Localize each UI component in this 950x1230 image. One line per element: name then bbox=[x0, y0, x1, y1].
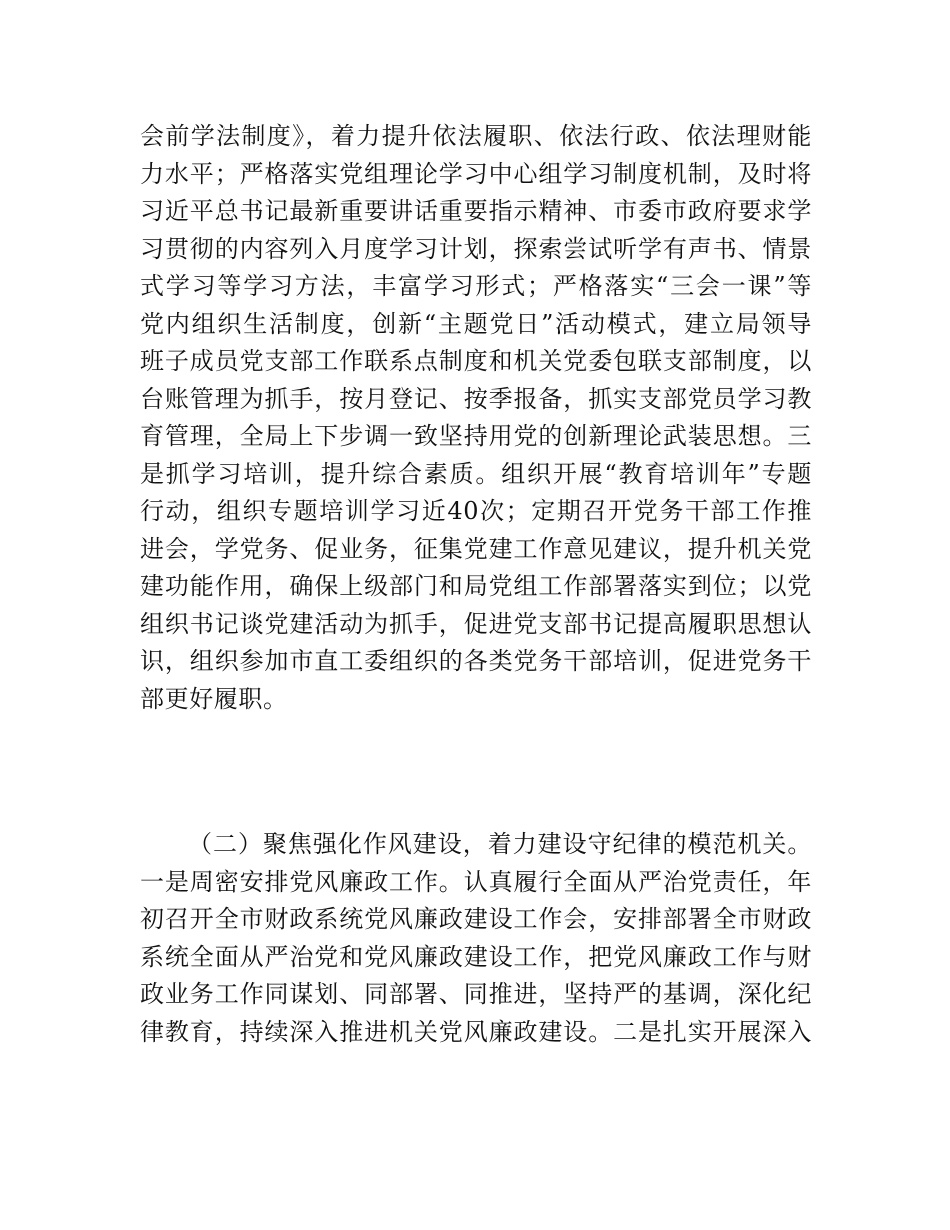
paragraph-1-line: 组织书记谈党建活动为抓手，促进党支部书记提高履职思想认 bbox=[140, 609, 812, 638]
paragraph-2-line: 政业务工作同谋划、同部署、同推进，坚持严的基调，深化纪 bbox=[140, 980, 812, 1008]
paragraph-1-line: 进会，学党务、促业务，征集党建工作意见建议，提升机关党 bbox=[140, 534, 812, 563]
paragraph-1-line: 部更好履职。 bbox=[140, 684, 288, 713]
paragraph-1-line: 台账管理为抓手，按月登记、按季报备，抓实支部党员学习教 bbox=[140, 384, 812, 413]
paragraph-2-line: 系统全面从严治党和党风廉政建设工作，把党风廉政工作与财 bbox=[140, 942, 812, 971]
paragraph-1-line: 识，组织参加市直工委组织的各类党务干部培训，促进党务干 bbox=[140, 647, 812, 675]
paragraph-1-line: 式学习等学习方法，丰富学习形式；严格落实“三会一课”等 bbox=[140, 272, 812, 300]
paragraph-1-line: 力水平；严格落实党组理论学习中心组学习制度机制，及时将 bbox=[140, 159, 812, 188]
paragraph-1-line: 习近平总书记最新重要讲话重要指示精神、市委市政府要求学 bbox=[140, 197, 812, 225]
paragraph-1-line: 建功能作用，确保上级部门和局党组工作部署落实到位；以党 bbox=[140, 572, 812, 600]
paragraph-2-line: 初召开全市财政系统党风廉政建设工作会，安排部署全市财政 bbox=[140, 905, 812, 933]
paragraph-2-line: 律教育，持续深入推进机关党风廉政建设。二是扎实开展深入 bbox=[140, 1017, 812, 1046]
section-heading-line: （二）聚焦强化作风建设，着力建设守纪律的模范机关。 bbox=[188, 830, 812, 858]
paragraph-2 bbox=[140, 826, 812, 1051]
paragraph-2-line: 一是周密安排党风廉政工作。认真履行全面从严治党责任，年 bbox=[140, 867, 812, 896]
paragraph-1-line: 会前学法制度》，着力提升依法履职、依法行政、依法理财能 bbox=[140, 122, 812, 150]
paragraph-1-line: 党内组织生活制度，创新“主题党日”活动模式，建立局领导 bbox=[140, 309, 812, 338]
paragraph-1-line: 育管理，全局上下步调一致坚持用党的创新理论武装思想。三 bbox=[140, 422, 812, 450]
paragraph-1-line: 班子成员党支部工作联系点制度和机关党委包联支部制度，以 bbox=[140, 347, 812, 375]
paragraph-1-line: 习贯彻的内容列入月度学习计划，探索尝试听学有声书、情景 bbox=[140, 234, 812, 263]
paragraph-1-line: 是抓学习培训，提升综合素质。组织开展“教育培训年”专题 bbox=[140, 459, 812, 488]
paragraph-1-line: 行动，组织专题培训学习近40次；定期召开党务干部工作推 bbox=[140, 497, 812, 525]
paragraph-1 bbox=[140, 118, 812, 718]
